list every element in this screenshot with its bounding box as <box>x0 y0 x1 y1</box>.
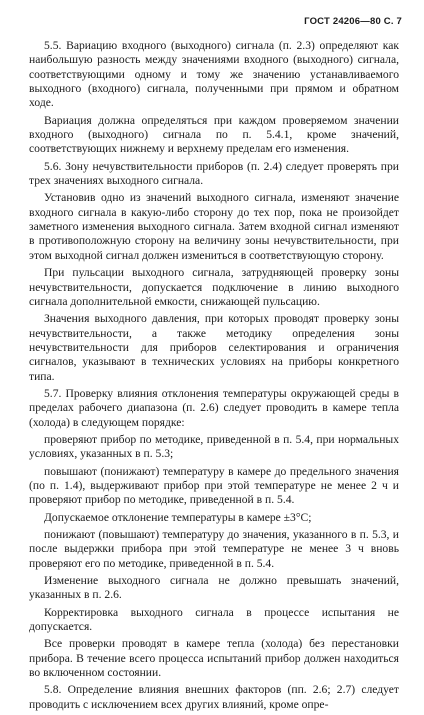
paragraph-5-6: 5.6. Зону нечувствительности приборов (п. 2.4) следует проверять при трех значениях выходного сигнала. <box>29 159 399 188</box>
paragraph-all-checks: Все проверки проводят в камере тепла (холода) без перестановки прибора. В течение всего процесса испытаний прибор должен находиться во включенном состоянии. <box>29 637 399 680</box>
paragraph-step-1: проверяют прибор по методике, приведенной в п. 5.4, при нормальных условиях, указанных в п. 5.3; <box>29 432 399 461</box>
paragraph-values: Значения выходного давления, при которых проводят проверку зоны нечувствительности, а также методику определения зоны нечувствительности для приборов селектирования и ограничения сигналов, указывают в технических условиях на приборы конкретного типа. <box>29 312 399 383</box>
paragraph-procedure: Установив одно из значений выходного сигнала, изменяют значение входного сигнала в какую-либо сторону до тех пор, пока не произойдет заметного изменения выходного сигнала. Затем входной сигнал изменяют в противоположную сторону на величину зоны нечувствительности, при этом выходной сигнал должен измениться в соответствующую сторону. <box>29 191 399 262</box>
document-body <box>29 39 399 715</box>
paragraph-step-2: повышают (понижают) температуру в камере до предельного значения (по п. 1.4), выдерживают прибор при этой температуре не менее 2 ч и проверяют прибор по методике, приведенной в п. 5.4. <box>29 464 399 507</box>
paragraph-correction: Корректировка выходного сигнала в процессе испытания не допускается. <box>29 605 399 634</box>
page-header: ГОСТ 24206—80 С. 7 <box>304 16 402 27</box>
paragraph-pulsation: При пульсации выходного сигнала, затрудняющей проверку зоны нечувствительности, допускается подключение в линию выходного сигнала дополнительной емкости, снижающей пульсацию. <box>29 266 399 308</box>
paragraph-change-limit: Изменение выходного сигнала не должно превышать значений, указанных в п. 2.6. <box>29 574 399 602</box>
paragraph-5-5: 5.5. Вариацию входного (выходного) сигнала (п. 2.3) определяют как наибольшую разность между значениями входного (выходного) сигнала, соответствующими одному и тому же значению устанавливаемого выходного (входного) сигнала, полученными при прямом и обратном ходе. <box>29 39 399 110</box>
paragraph-5-8: 5.8. Определение влияния внешних факторов (пп. 2.6; 2.7) следует проводить с исключением всех других влияний, кроме опре- <box>29 683 399 711</box>
paragraph-5-7: 5.7. Проверку влияния отклонения температуры окружающей среды в пределах рабочего диапазона (п. 2.6) следует проводить в камере тепла (холода) в следующем порядке: <box>29 386 399 429</box>
paragraph-step-3: понижают (повышают) температуру до значения, указанного в п. 5.3, и после выдержки прибора при этой температуре не менее 3 ч вновь проверяют его по методике, приведенной в п. 5.4. <box>29 528 399 570</box>
paragraph-tolerance: Допускаемое отклонение температуры в камере ±3°С; <box>44 510 312 524</box>
paragraph-variation: Вариация должна определяться при каждом проверяемом значении входного (выходного) сигнала по п. 5.4.1, кроме значений, соответствующих нижнему и верхнему пределам его изменения. <box>29 113 399 156</box>
